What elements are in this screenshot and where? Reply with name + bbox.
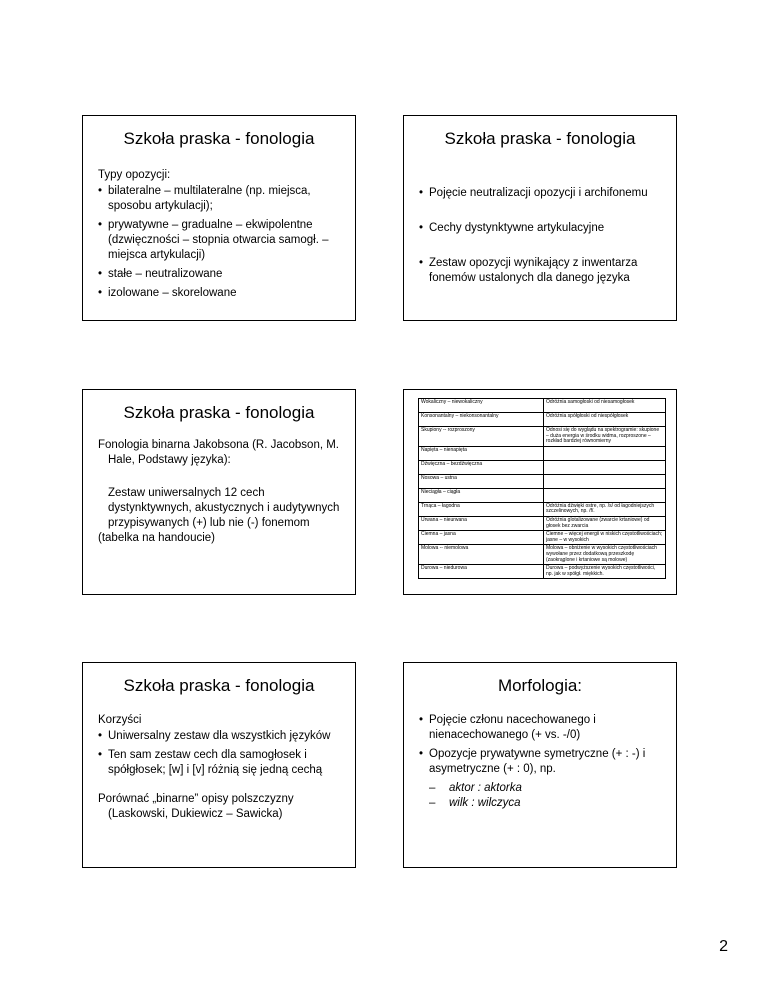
feature-pair-cell: Nosowa – ustna [419, 474, 544, 488]
slide-4-feature-table [403, 389, 677, 595]
feature-pair-cell: Napięta – nienapięta [419, 446, 544, 460]
slide-paragraph: Zestaw uniwersalnych 12 cech dystynktywnych, akustycznych i audytywnych przypisywanych (+) lub nie (-) fonemom [108, 487, 340, 529]
table-row [419, 502, 666, 516]
bullet-item: • Ten sam zestaw cech dla samogłosek i spółgłosek; [w] i [v] różnią się jedną cechą [98, 748, 349, 778]
bullet-item: • Pojęcie członu nacechowanego i nienacechowanego (+ vs. -/0) [419, 713, 670, 743]
feature-pair-cell: Dźwięczna – bezdźwięczna [419, 460, 544, 474]
feature-description-cell [544, 474, 666, 488]
slide-title: Szkoła praska - fonologia [123, 403, 315, 422]
feature-description-cell [544, 460, 666, 474]
example-item: – wilk : wilczyca [429, 796, 670, 811]
table-row [419, 545, 666, 565]
distinctive-features-table [418, 398, 666, 579]
slide-title: Szkoła praska - fonologia [444, 129, 636, 148]
feature-pair-cell: Durowa – niedurowa [419, 565, 544, 579]
table-row [419, 446, 666, 460]
example-item: – aktor : aktorka [429, 781, 670, 796]
slide-title: Szkoła praska - fonologia [123, 129, 315, 148]
bullet-item: • Pojęcie neutralizacji opozycji i archifonemu [419, 186, 670, 201]
slide-3 [82, 389, 356, 595]
feature-pair-cell: Molowa -- niemolowa [419, 545, 544, 565]
bullet-item: • Zestaw opozycji wynikający z inwentarza fonemów ustalonych dla danego języka [419, 256, 670, 286]
table-row [419, 427, 666, 447]
bullet-item: • Cechy dystynktywne artykulacyjne [419, 221, 670, 236]
feature-description-cell: Molowa – obniżenie w wysokich częstotliwościach wywołane przez dodatkową przeszkodę (zaokrąglone i krtaniowe są molowe) [544, 545, 666, 565]
table-row [419, 413, 666, 427]
table-row [419, 488, 666, 502]
bullet-item: • prywatywne – gradualne – ekwipolentne (dzwięczności – stopnia otwarcia samogł. – miejsca artykulacji) [98, 218, 349, 263]
feature-pair-cell: Trnąca – łagodna [419, 502, 544, 516]
feature-description-cell: Odróżnia dźwięki ostre, np. /s/ od łagodniejszych szczelinowych, np. /f/. [544, 502, 666, 516]
bullet-item: • Opozycje prywatywne symetryczne (+ : -) i asymetryczne (+ : 0), np. [419, 747, 670, 777]
slide-2 [403, 115, 677, 321]
feature-description-cell: Odnosi się do wyglądu na spektrogramie: skupione – duża energia w środku widma, rozproszone – rozkład bardziej równomierny [544, 427, 666, 447]
feature-description-cell: Odróżnia glotalizowane (zwarcie krtaniowe) od głosek bez zwarcia [544, 516, 666, 530]
table-row [419, 460, 666, 474]
slide-1 [82, 115, 356, 321]
slide-paragraph: (tabelka na handoucie) [98, 532, 215, 544]
feature-pair-cell: Konsonantalny – niekonsonantalny [419, 413, 544, 427]
slide-paragraph: Fonologia binarna Jakobsona (R. Jacobson, M. Hale, Podstawy języka): [98, 439, 340, 466]
page-number: 2 [719, 938, 728, 955]
feature-pair-cell: Ciemna – jasna [419, 531, 544, 545]
feature-description-cell: Odróżnia samogłoski od niesamogłosek [544, 399, 666, 413]
slide-paragraph: Porównać „binarne” opisy polszczyzny (Laskowski, Dukiewicz – Sawicka) [98, 793, 294, 820]
table-row [419, 399, 666, 413]
feature-description-cell [544, 446, 666, 460]
slide-intro: Typy opozycji: [98, 169, 171, 181]
feature-pair-cell: Skupiony -- rozproszony [419, 427, 544, 447]
slide-intro: Korzyści [98, 714, 142, 726]
feature-description-cell: Odróżnia spółgłoski od niespółgłosek [544, 413, 666, 427]
table-row [419, 516, 666, 530]
slide-title: Szkoła praska - fonologia [123, 676, 315, 695]
feature-pair-cell: Wokaliczny – niewokaliczny [419, 399, 544, 413]
bullet-item: • stałe – neutralizowane [98, 267, 349, 282]
bullet-item: • izolowane – skorelowane [98, 286, 349, 301]
feature-description-cell: Durowa – podwyższenie wysokich częstotliwości, np. jak w spółgł. miękkich. [544, 565, 666, 579]
table-row [419, 531, 666, 545]
bullet-item: • Uniwersalny zestaw dla wszystkich języków [98, 729, 349, 744]
bullet-item: • bilateralne – multilateralne (np. miejsca, sposobu artykulacji); [98, 184, 349, 214]
slide-6 [403, 662, 677, 868]
feature-pair-cell: Urwana – nieurwana [419, 516, 544, 530]
table-row [419, 565, 666, 579]
slide-title: Morfologia: [497, 676, 583, 695]
slide-5 [82, 662, 356, 868]
table-row [419, 474, 666, 488]
feature-description-cell: Ciemne – więcej energii w niskich częstotliwościach; jasne – w wysokich [544, 531, 666, 545]
feature-pair-cell: Nieciągła – ciągła [419, 488, 544, 502]
feature-description-cell [544, 488, 666, 502]
